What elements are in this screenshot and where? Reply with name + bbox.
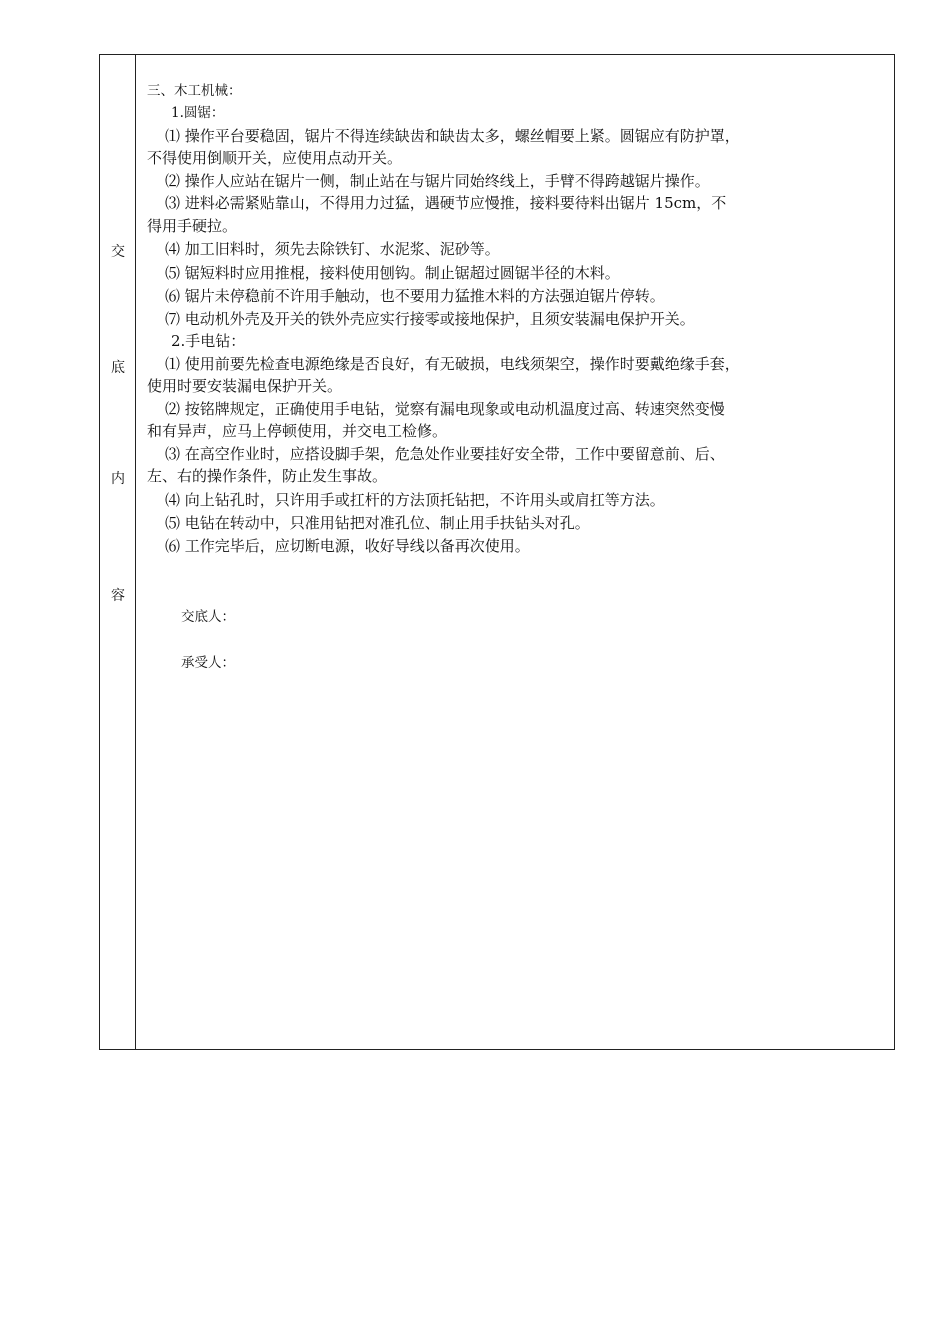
drill-heading: 2.手电钻： (171, 332, 246, 350)
saw-item-line: ⑴ 操作平台要稳固，锯片不得连续缺齿和缺齿太多，螺丝帽要上紧。圆锯应有防护罩， (165, 127, 740, 145)
saw-item-line: ⑺ 电动机外壳及开关的铁外壳应实行接零或接地保护，且须安装漏电保护开关。 (165, 310, 695, 328)
drill-item-line: 左、右的操作条件，防止发生事故。 (147, 467, 388, 485)
drill-item-line: 使用时要安装漏电保护开关。 (147, 377, 343, 395)
side-label-char: 底 (111, 360, 125, 376)
content-cell (137, 55, 894, 1049)
side-label-char: 容 (111, 588, 125, 604)
saw-item-line: 不得使用倒顺开关，应使用点动开关。 (147, 149, 403, 167)
drill-item-line: ⑴ 使用前要先检查电源绝缘是否良好，有无破损，电线须架空，操作时要戴绝缘手套， (165, 355, 740, 373)
drill-item-line: 和有异声，应马上停顿使用，并交电工检修。 (147, 422, 448, 440)
saw-heading: 1.圆锯： (171, 105, 225, 121)
saw-item-line: 得用手硬拉。 (147, 217, 238, 235)
drill-item-line: ⑸ 电钻在转动中，只准用钻把对准孔位、制止用手扶钻头对孔。 (165, 514, 590, 532)
saw-item-line: ⑵ 操作人应站在锯片一侧，制止站在与锯片同始终线上，手臂不得跨越锯片操作。 (165, 172, 710, 190)
saw-item-line: ⑶ 进料必需紧贴靠山，不得用力过猛，遇硬节应慢推，接料要待料出锯片 15cm，不 (165, 194, 727, 212)
receiver-signature-label: 承受人： (181, 655, 235, 671)
saw-item-line: ⑸ 锯短料时应用推棍，接料使用刨钩。制止锯超过圆锯半径的木料。 (165, 264, 620, 282)
saw-item-line: ⑷ 加工旧料时，须先去除铁钉、水泥浆、泥砂等。 (165, 240, 500, 258)
side-label-column (100, 55, 136, 1049)
drill-item-line: ⑶ 在高空作业时，应搭设脚手架，危急处作业要挂好安全带，工作中要留意前、后、 (165, 445, 725, 463)
drill-item-line: ⑵ 按铭牌规定，正确使用手电钻，觉察有漏电现象或电动机温度过高、转速突然变慢 (165, 400, 725, 418)
saw-item-line: ⑹ 锯片未停稳前不许用手触动，也不要用力猛推木料的方法强迫锯片停转。 (165, 287, 665, 305)
side-label-char: 交 (111, 244, 125, 260)
side-label-char: 内 (111, 471, 125, 487)
disclosure-table (99, 54, 895, 1050)
drill-item-line: ⑷ 向上钻孔时，只许用手或扛杆的方法顶托钻把，不许用头或肩扛等方法。 (165, 491, 665, 509)
handover-signature-label: 交底人： (181, 609, 235, 625)
drill-item-line: ⑹ 工作完毕后，应切断电源，收好导线以备再次使用。 (165, 537, 530, 555)
section-title: 三、木工机械： (147, 83, 242, 99)
